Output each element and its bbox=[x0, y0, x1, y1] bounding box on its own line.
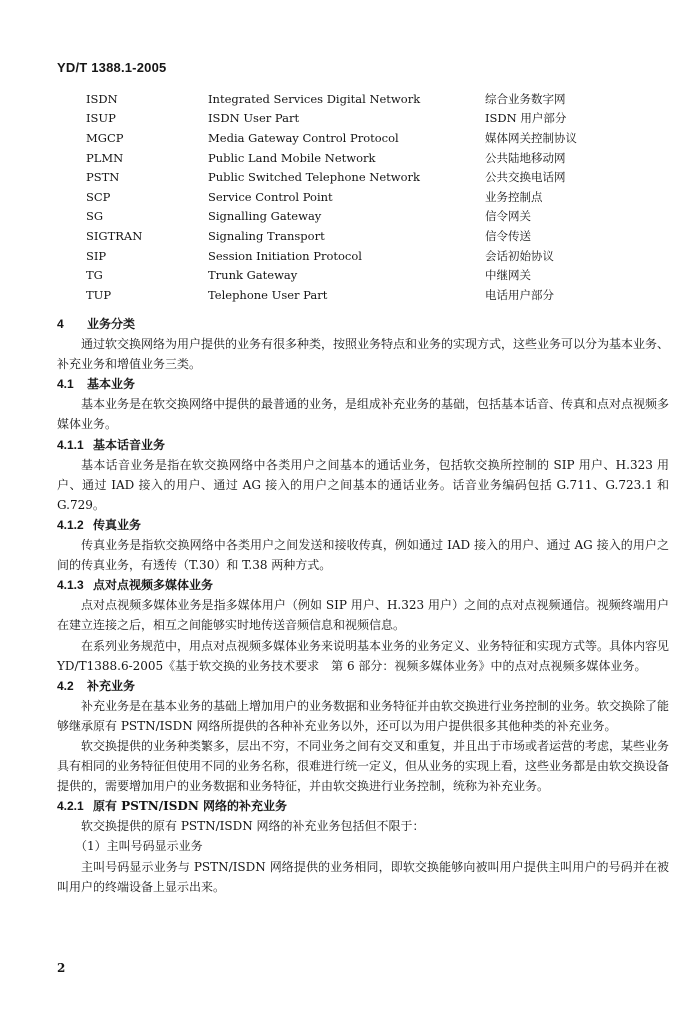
abbreviation-term: ISDN bbox=[86, 91, 118, 106]
abbreviation-chinese: 业务控制点 bbox=[485, 189, 543, 204]
section-heading: 4.1 基本业务 bbox=[57, 377, 136, 392]
standard-code-header: YD/T 1388.1-2005 bbox=[57, 60, 167, 75]
abbreviation-english: Integrated Services Digital Network bbox=[208, 91, 421, 106]
abbreviation-term: ISUP bbox=[86, 111, 116, 126]
abbreviation-term: PLMN bbox=[86, 150, 124, 165]
abbreviation-chinese: 会话初始协议 bbox=[485, 248, 554, 263]
abbreviation-english: Service Control Point bbox=[208, 189, 333, 204]
paragraph: 软交换提供的原有 PSTN/ISDN 网络的补充业务包括但不限于： bbox=[81, 819, 425, 834]
abbreviation-row bbox=[86, 265, 605, 285]
abbreviation-english: Session Initiation Protocol bbox=[208, 248, 362, 263]
abbreviation-english: ISDN User Part bbox=[208, 111, 300, 126]
abbreviation-row bbox=[86, 89, 605, 109]
paragraph: 补充业务是在基本业务的基础上增加用户的业务数据和业务特征并由软交换进行业务控制的业务。软交换除了能够继承原有 PSTN/ISDN 网络所提供的各种补充业务以外，还可以为用户提供很多其他种类的补充业务。 bbox=[57, 698, 670, 733]
abbreviation-row bbox=[86, 109, 605, 129]
abbreviation-term: SIP bbox=[86, 248, 107, 263]
page-number: 2 bbox=[57, 961, 66, 975]
section-heading: 4.2.1 原有 PSTN/ISDN 网络的补充业务 bbox=[57, 799, 287, 814]
abbreviation-term: MGCP bbox=[86, 130, 124, 145]
abbreviation-row bbox=[86, 128, 605, 148]
abbreviation-row bbox=[86, 167, 605, 187]
abbreviation-term: TG bbox=[86, 268, 103, 283]
paragraph: 基本业务是在软交换网络中提供的最普通的业务，是组成补充业务的基础，包括基本话音、传真和点对点视频多媒体业务。 bbox=[57, 397, 670, 432]
abbreviation-english: Signaling Transport bbox=[208, 228, 325, 243]
abbreviation-row bbox=[86, 148, 605, 168]
abbreviation-term: SCP bbox=[86, 189, 111, 204]
abbreviation-chinese: 媒体网关控制协议 bbox=[485, 130, 577, 145]
abbreviation-term: SG bbox=[86, 209, 104, 224]
abbreviation-english: Trunk Gateway bbox=[208, 268, 298, 283]
abbreviation-term: TUP bbox=[86, 287, 112, 302]
abbreviation-chinese: 综合业务数字网 bbox=[485, 91, 566, 106]
paragraph: 基本话音业务是指在软交换网络中各类用户之间基本的通话业务，包括软交换所控制的 SIP 用户、H.323 用户、通过 IAD 接入的用户、通过 AG 接入的用户之间基本的通话业务。话音业务编码包括 G.711、G.723.1 和 G.729。 bbox=[57, 457, 669, 512]
section-heading: 4.2 补充业务 bbox=[57, 678, 136, 693]
paragraph: 传真业务是指软交换网络中各类用户之间发送和接收传真，例如通过 IAD 接入的用户、通过 AG 接入的用户之间的传真业务，有透传（T.30）和 T.38 两种方式。 bbox=[57, 538, 669, 573]
paragraph: 通过软交换网络为用户提供的业务有很多种类，按照业务特点和业务的实现方式，这些业务可以分为基本业务、补充业务和增值业务三类。 bbox=[57, 337, 670, 372]
abbreviation-chinese: 信令传送 bbox=[485, 228, 531, 243]
abbreviation-chinese: 电话用户部分 bbox=[485, 287, 554, 302]
abbreviation-english: Signalling Gateway bbox=[208, 209, 322, 224]
document-body bbox=[57, 314, 669, 897]
paragraph: 在系列业务规范中，用点对点视频多媒体业务来说明基本业务的业务定义、业务特征和实现方式等。具体内容见 YD/T1388.6-2005《基于软交换的业务技术要求 第 6 部分：视频多媒体业务》中的点对点视频多媒体业务。 bbox=[57, 638, 670, 673]
abbreviation-chinese: 信令网关 bbox=[485, 209, 531, 224]
abbreviation-chinese: 公共交换电话网 bbox=[485, 170, 566, 185]
abbreviation-english: Telephone User Part bbox=[208, 287, 328, 302]
abbreviation-table bbox=[86, 89, 605, 305]
section-heading: 4.1.1 基本话音业务 bbox=[57, 437, 166, 452]
paragraph: 主叫号码显示业务与 PSTN/ISDN 网络提供的业务相同，即软交换能够向被叫用户提供主叫用户的号码并在被叫用户的终端设备上显示出来。 bbox=[57, 859, 669, 894]
paragraph: 软交换提供的业务种类繁多，层出不穷，不同业务之间有交叉和重复，并且出于市场或者运营的考虑，某些业务具有相同的业务特征但使用不同的业务名称，很难进行统一定义，但从业务的实现上看，这些业务都是由软交换设备提供的，需要增加用户的业务数据和业务特征，并由软交换进行业务控制，统称为补充业务。 bbox=[57, 738, 670, 794]
section-heading: 4.1.3 点对点视频多媒体业务 bbox=[57, 578, 214, 593]
abbreviation-chinese: 公共陆地移动网 bbox=[485, 150, 566, 165]
abbreviation-row bbox=[86, 226, 605, 246]
abbreviation-row bbox=[86, 285, 605, 305]
abbreviation-chinese: ISDN 用户部分 bbox=[485, 111, 567, 126]
list-item: （1）主叫号码显示业务 bbox=[75, 839, 203, 854]
paragraph: 点对点视频多媒体业务是指多媒体用户（例如 SIP 用户、H.323 用户）之间的点对点视频通信。视频终端用户在建立连接之后，相互之间能够实时地传送音频信息和视频信息。 bbox=[57, 598, 669, 633]
abbreviation-row bbox=[86, 246, 605, 266]
abbreviation-english: Public Land Mobile Network bbox=[208, 150, 376, 165]
abbreviation-english: Media Gateway Control Protocol bbox=[208, 130, 399, 145]
abbreviation-row bbox=[86, 207, 605, 227]
abbreviation-term: SIGTRAN bbox=[86, 228, 143, 243]
abbreviation-term: PSTN bbox=[86, 170, 120, 185]
abbreviation-row bbox=[86, 187, 605, 207]
section-heading: 4.1.2 传真业务 bbox=[57, 517, 142, 532]
section-heading: 4 业务分类 bbox=[57, 317, 136, 331]
abbreviation-english: Public Switched Telephone Network bbox=[208, 170, 420, 185]
abbreviation-chinese: 中继网关 bbox=[485, 268, 531, 283]
